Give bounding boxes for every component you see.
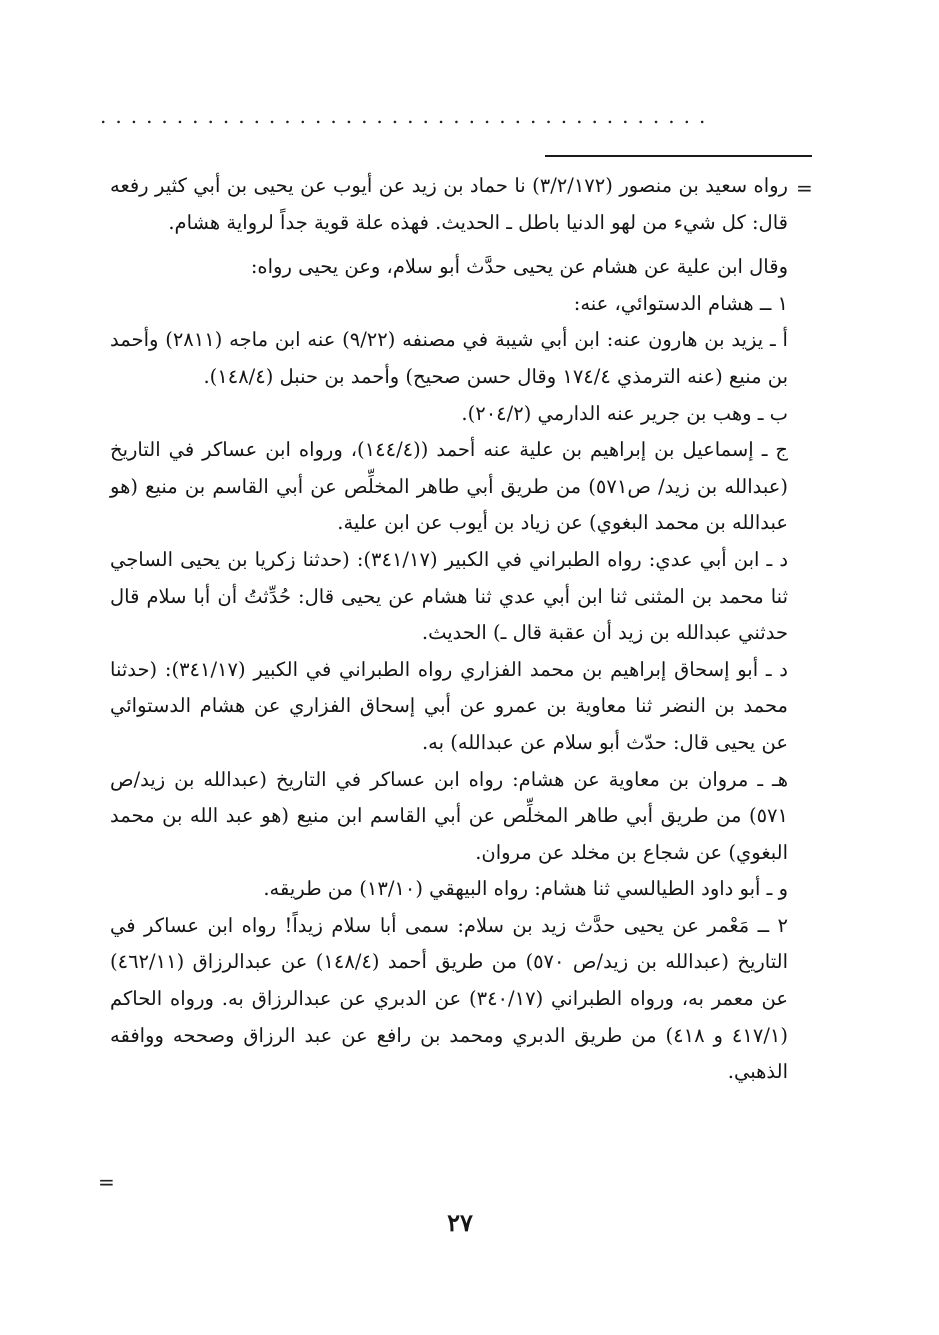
dotted-separator: ........................................	[100, 104, 715, 128]
paragraph-item-d-first: د ـ ابن أبي عدي: رواه الطبراني في الكبير (٣٤١/١٧): (حدثنا زكريا بن يحيى الساجي ثنا محمد بن المثنى ثنا ابن أبي عدي ثنا هشام عن يحيى قال: حُدِّثتُ أن أبا سلام قال حدثني عبدالله بن زيد أن عقبة قال ـ) الحديث.	[110, 547, 789, 645]
paragraph-said-ibn-mansur: رواه سعيد بن منصور (٣/٢/١٧٢) نا حماد بن زيد عن أيوب عن يحيى بن أبي كثير رفعه قال: كل شيء من لهو الدنيا باطل ـ الحديث. فهذه علة قوية جداً لرواية هشام.	[110, 174, 788, 234]
footnote-text	[110, 168, 788, 1091]
paragraph-mamar: ٢ ــ مَعْمر عن يحيى حدَّث زيد بن سلام: سمى أبا سلام زيداً! رواه ابن عساكر في التاريخ (عبدالله بن زيد/ص ٥٧٠) من طريق أحمد (١٤٨/٤) عن عبدالرزاق (٤٦٢/١١) عن معمر به، ورواه الطبراني (٣٤٠/١٧) عن الدبري عن عبدالرزاق به. ورواه الحاكم (٤١٧/١ و ٤١٨) من طريق الدبري ومحمد بن رافع عن عبد الرزاق وصححه ووافقه الذهبي.	[110, 913, 789, 1084]
paragraph-item-d-second: د ـ أبو إسحاق إبراهيم بن محمد الفزاري رواه الطبراني في الكبير (٣٤١/١٧): (حدثنا محمد بن النضر ثنا معاوية بن عمرو عن أبي إسحاق الفزاري عن هشام الدستوائي عن يحيى قال: حدّث أبو سلام عن عبدالله) به.	[110, 657, 788, 754]
footnote-rule	[545, 155, 812, 157]
paragraph-ibn-ulayya: وقال ابن علية عن هشام عن يحيى حدَّث أبو سلام، وعن يحيى رواه:	[250, 255, 788, 279]
continuation-mark-bottom: =	[98, 1170, 115, 1194]
paragraph-hisham-heading: ١ ــ هشام الدستوائي، عنه:	[573, 291, 788, 315]
paragraph-item-b: ب ـ وهب بن جرير عنه الدارمي (٢٠٤/٢).	[461, 401, 788, 425]
paragraph-item-j: ج ـ إسماعيل بن إبراهيم بن علية عنه أحمد ((١٤٤/٤)، ورواه ابن عساكر في التاريخ (عبدالله بن زيد/ ص٥٧١) من طريق أبي طاهر المخلِّص عن أبي القاسم بن منيع (هو عبدالله بن محمد البغوي) عن زياد بن أيوب عن ابن علية.	[110, 438, 788, 535]
paragraph-item-a: أ ـ يزيد بن هارون عنه: ابن أبي شيبة في مصنفه (٩/٢٢) عنه ابن ماجه (٢٨١١) وأحمد بن منيع (عنه الترمذي ١٧٤/٤ وقال حسن صحيح) وأحمد بن حنبل (١٤٨/٤).	[110, 328, 788, 388]
continuation-mark-top: =	[796, 176, 813, 200]
paragraph-item-h: هـ ـ مروان بن معاوية عن هشام: رواه ابن عساكر في التاريخ (عبدالله بن زيد/ص ٥٧١) من طريق أبي طاهر المخلِّص عن أبي القاسم ابن منيع (هو عبد الله بن محمد البغوي) عن شجاع بن مخلد عن مروان.	[110, 767, 788, 864]
paragraph-item-w: و ـ أبو داود الطيالسي ثنا هشام: رواه البيهقي (١٣/١٠) من طريقه.	[263, 877, 788, 901]
page-number: ٢٧	[447, 1208, 473, 1237]
